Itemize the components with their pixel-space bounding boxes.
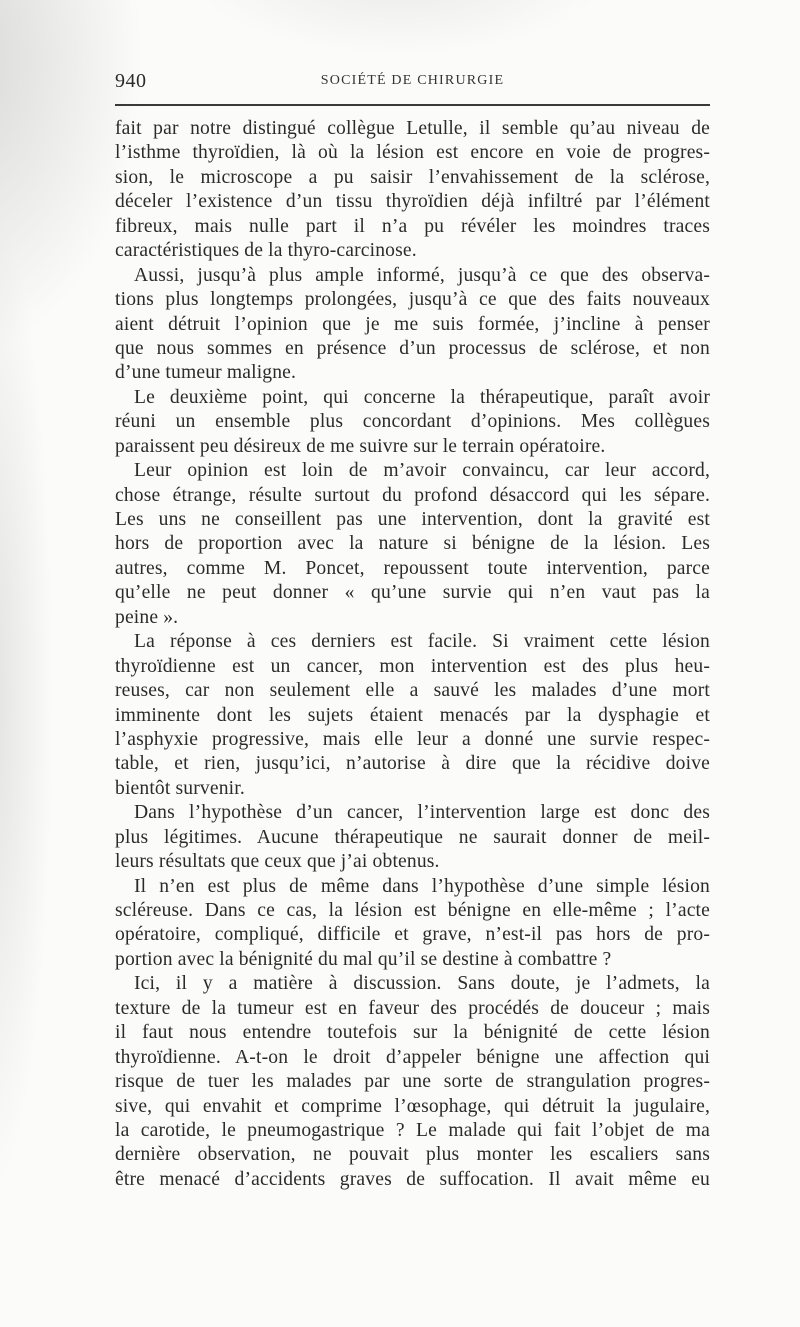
text-line: l’asphyxie progressive, mais elle leur a donné une survie respec- — [115, 728, 710, 750]
text-line: imminente dont les sujets étaient menacés par la dysphagie et — [115, 704, 710, 726]
text-line: d’une tumeur maligne. — [115, 362, 297, 384]
text-line: réuni un ensemble plus concordant d’opinions. Mes collègues — [115, 411, 710, 433]
paragraph — [115, 117, 710, 264]
text-line: opératoire, compliqué, difficile et grave, n’est-il pas hors de pro- — [115, 924, 710, 946]
text-line: sion, le microscope a pu saisir l’envahissement de la sclérose, — [115, 166, 710, 188]
page-number: 940 — [115, 70, 147, 92]
body-text — [115, 117, 710, 1192]
text-line: autres, comme M. Poncet, repoussent toute intervention, parce — [115, 557, 710, 579]
text-line: dernière observation, ne pouvait plus monter les escaliers sans — [115, 1144, 710, 1166]
text-line: leurs résultats que ceux que j’ai obtenus. — [115, 851, 440, 873]
text-line: La réponse à ces derniers est facile. Si vraiment cette lésion — [134, 631, 710, 653]
paragraph — [115, 264, 710, 386]
text-line: plus légitimes. Aucune thérapeutique ne saurait donner de meil- — [115, 826, 710, 848]
running-title: SOCIÉTÉ DE CHIRURGIE — [320, 73, 505, 88]
header-rule — [115, 104, 710, 106]
text-line: texture de la tumeur est en faveur des procédés de douceur ; mais — [115, 997, 710, 1019]
text-line: qu’elle ne peut donner « qu’une survie qui n’en vaut pas la — [115, 582, 710, 604]
text-line: la carotide, le pneumogastrique ? Le malade qui fait l’objet de ma — [115, 1119, 710, 1141]
text-line: fait par notre distingué collègue Letulle, il semble qu’au niveau de — [115, 118, 710, 139]
text-line: scléreuse. Dans ce cas, la lésion est bénigne en elle-même ; l’acte — [115, 900, 710, 921]
text-line: Ici, il y a matière à discussion. Sans doute, je l’admets, la — [134, 973, 710, 995]
text-line: fibreux, mais nulle part il n’a pu révéler les moindres traces — [115, 215, 710, 237]
text-line: être menacé d’accidents graves de suffocation. Il avait même eu — [115, 1168, 710, 1190]
text-line: Dans l’hypothèse d’un cancer, l’intervention large est donc des — [134, 802, 710, 824]
paragraph — [115, 875, 710, 973]
text-line: caractéristiques de la thyro-carcinose. — [115, 240, 417, 262]
text-line: portion avec la bénignité du mal qu’il se destine à combattre ? — [115, 948, 612, 970]
paragraph — [115, 630, 710, 801]
text-line: risque de tuer les malades par une sorte de strangulation progres- — [115, 1071, 710, 1093]
text-line: hors de proportion avec la nature si bénigne de la lésion. Les — [115, 533, 710, 555]
text-line: Les uns ne conseillent pas une intervention, dont la gravité est — [115, 509, 710, 530]
paragraph — [115, 386, 710, 459]
text-line: Il n’en est plus de même dans l’hypothèse d’une simple lésion — [134, 875, 710, 897]
text-line: sive, qui envahit et comprime l’œsophage, qui détruit la jugulaire, — [115, 1095, 710, 1117]
text-line: tions plus longtemps prolongées, jusqu’à ce que des faits nouveaux — [115, 289, 710, 311]
text-line: Aussi, jusqu’à plus ample informé, jusqu’à ce que des observa- — [134, 264, 710, 286]
text-line: il faut nous entendre toutefois sur la bénignité de cette lésion — [115, 1022, 710, 1044]
text-line: bientôt survenir. — [115, 777, 245, 799]
paragraph — [115, 801, 710, 874]
text-line: déceler l’existence d’un tissu thyroïdien déjà infiltré par l’élément — [115, 191, 710, 213]
text-line: chose étrange, résulte surtout du profond désaccord qui les sépare. — [115, 484, 710, 506]
running-head — [115, 70, 710, 94]
text-line: peine ». — [115, 606, 179, 628]
paragraph — [115, 459, 710, 630]
text-line: paraissent peu désireux de me suivre sur le terrain opératoire. — [115, 435, 606, 457]
paragraph — [115, 972, 710, 1192]
text-line: Leur opinion est loin de m’avoir convaincu, car leur accord, — [134, 460, 710, 482]
text-line: aient détruit l’opinion que je me suis formée, j’incline à penser — [115, 313, 710, 335]
text-line: que nous sommes en présence d’un processus de sclérose, et non — [115, 337, 710, 359]
text-line: reuses, car non seulement elle a sauvé les malades d’une mort — [115, 680, 710, 702]
text-line: Le deuxième point, qui concerne la thérapeutique, paraît avoir — [134, 386, 710, 408]
text-line: thyroïdienne. A-t-on le droit d’appeler bénigne une affection qui — [115, 1046, 710, 1068]
text-line: thyroïdienne est un cancer, mon intervention est des plus heu- — [115, 655, 710, 677]
text-line: l’isthme thyroïdien, là où la lésion est encore en voie de progres- — [115, 142, 710, 164]
text-line: table, et rien, jusqu’ici, n’autorise à dire que la récidive doive — [115, 753, 710, 775]
